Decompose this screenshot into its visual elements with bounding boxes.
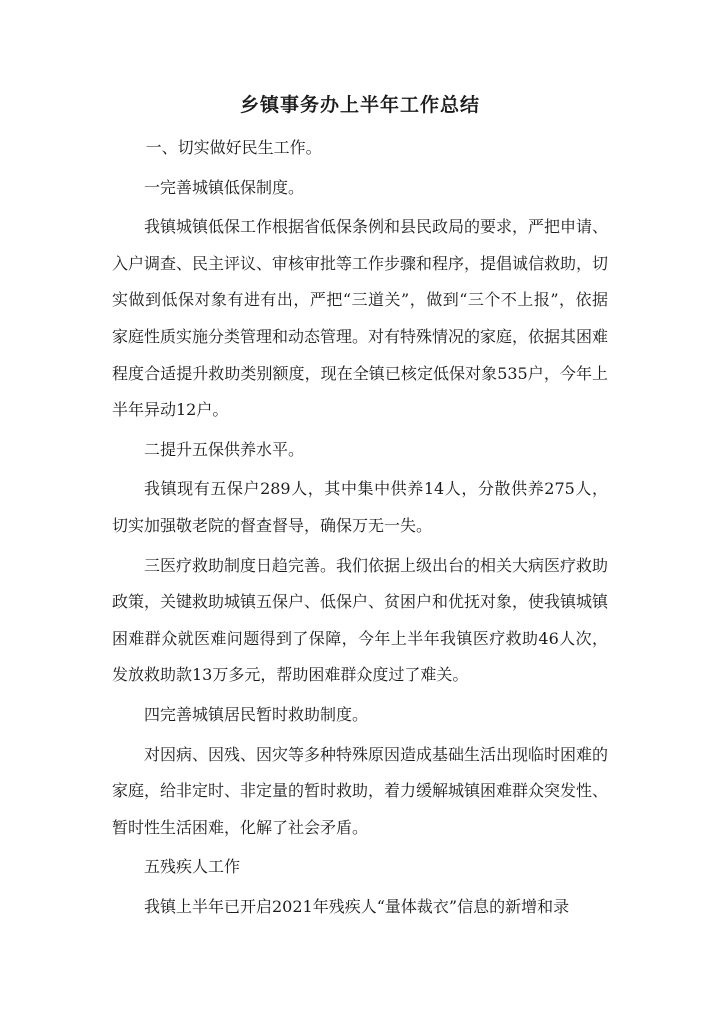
body-paragraph: 对因病、因残、因灾等多种特殊原因造成基础生活出现临时困难的家庭，给非定时、非定量的暂时救助，着力缓解城镇困难群众突发性、暂时性生活困难，化解了社会矛盾。 (112, 744, 609, 837)
section-heading: 一、切实做好民生工作。 (145, 138, 322, 157)
document-title: 乡镇事务办上半年工作总结 (239, 94, 480, 116)
subsection-heading: 二提升五保供养水平。 (144, 439, 305, 459)
subsection-heading: 一完善城镇低保制度。 (144, 177, 305, 197)
subsection-heading: 五残疾人工作 (144, 857, 241, 877)
body-paragraph: 我镇现有五保户289人，其中集中供养14人，分散供养275人，切实加强敬老院的督查督导，确保万无一失。 (112, 479, 608, 535)
subsection-heading: 四完善城镇居民暂时救助制度。 (144, 704, 369, 724)
body-paragraph: 三医疗救助制度日趋完善。我们依据上级出台的相关大病医疗救助政策，关键救助城镇五保户、低保户、贫困户和优抚对象，使我镇城镇困难群众就医难问题得到了保障，今年上半年我镇医疗救助46人次，发放救助款13万多元，帮助困难群众度过了难关。 (112, 555, 609, 685)
body-paragraph: 我镇上半年已开启2021年残疾人“量体裁衣”信息的新增和录 (144, 896, 570, 916)
body-paragraph: 我镇城镇低保工作根据省低保条例和县民政局的要求，严把申请、入户调查、民主评议、审核审批等工作步骤和程序，提倡诚信救助，切实做到低保对象有进有出，严把“三道关”，做到“三个不上报”，依据家庭性质实施分类管理和动态管理。对有特殊情况的家庭，依据其困难程度合适提升救助类别额度，现在全镇已核定低保对象535户，今年上半年异动12户。 (112, 217, 609, 420)
